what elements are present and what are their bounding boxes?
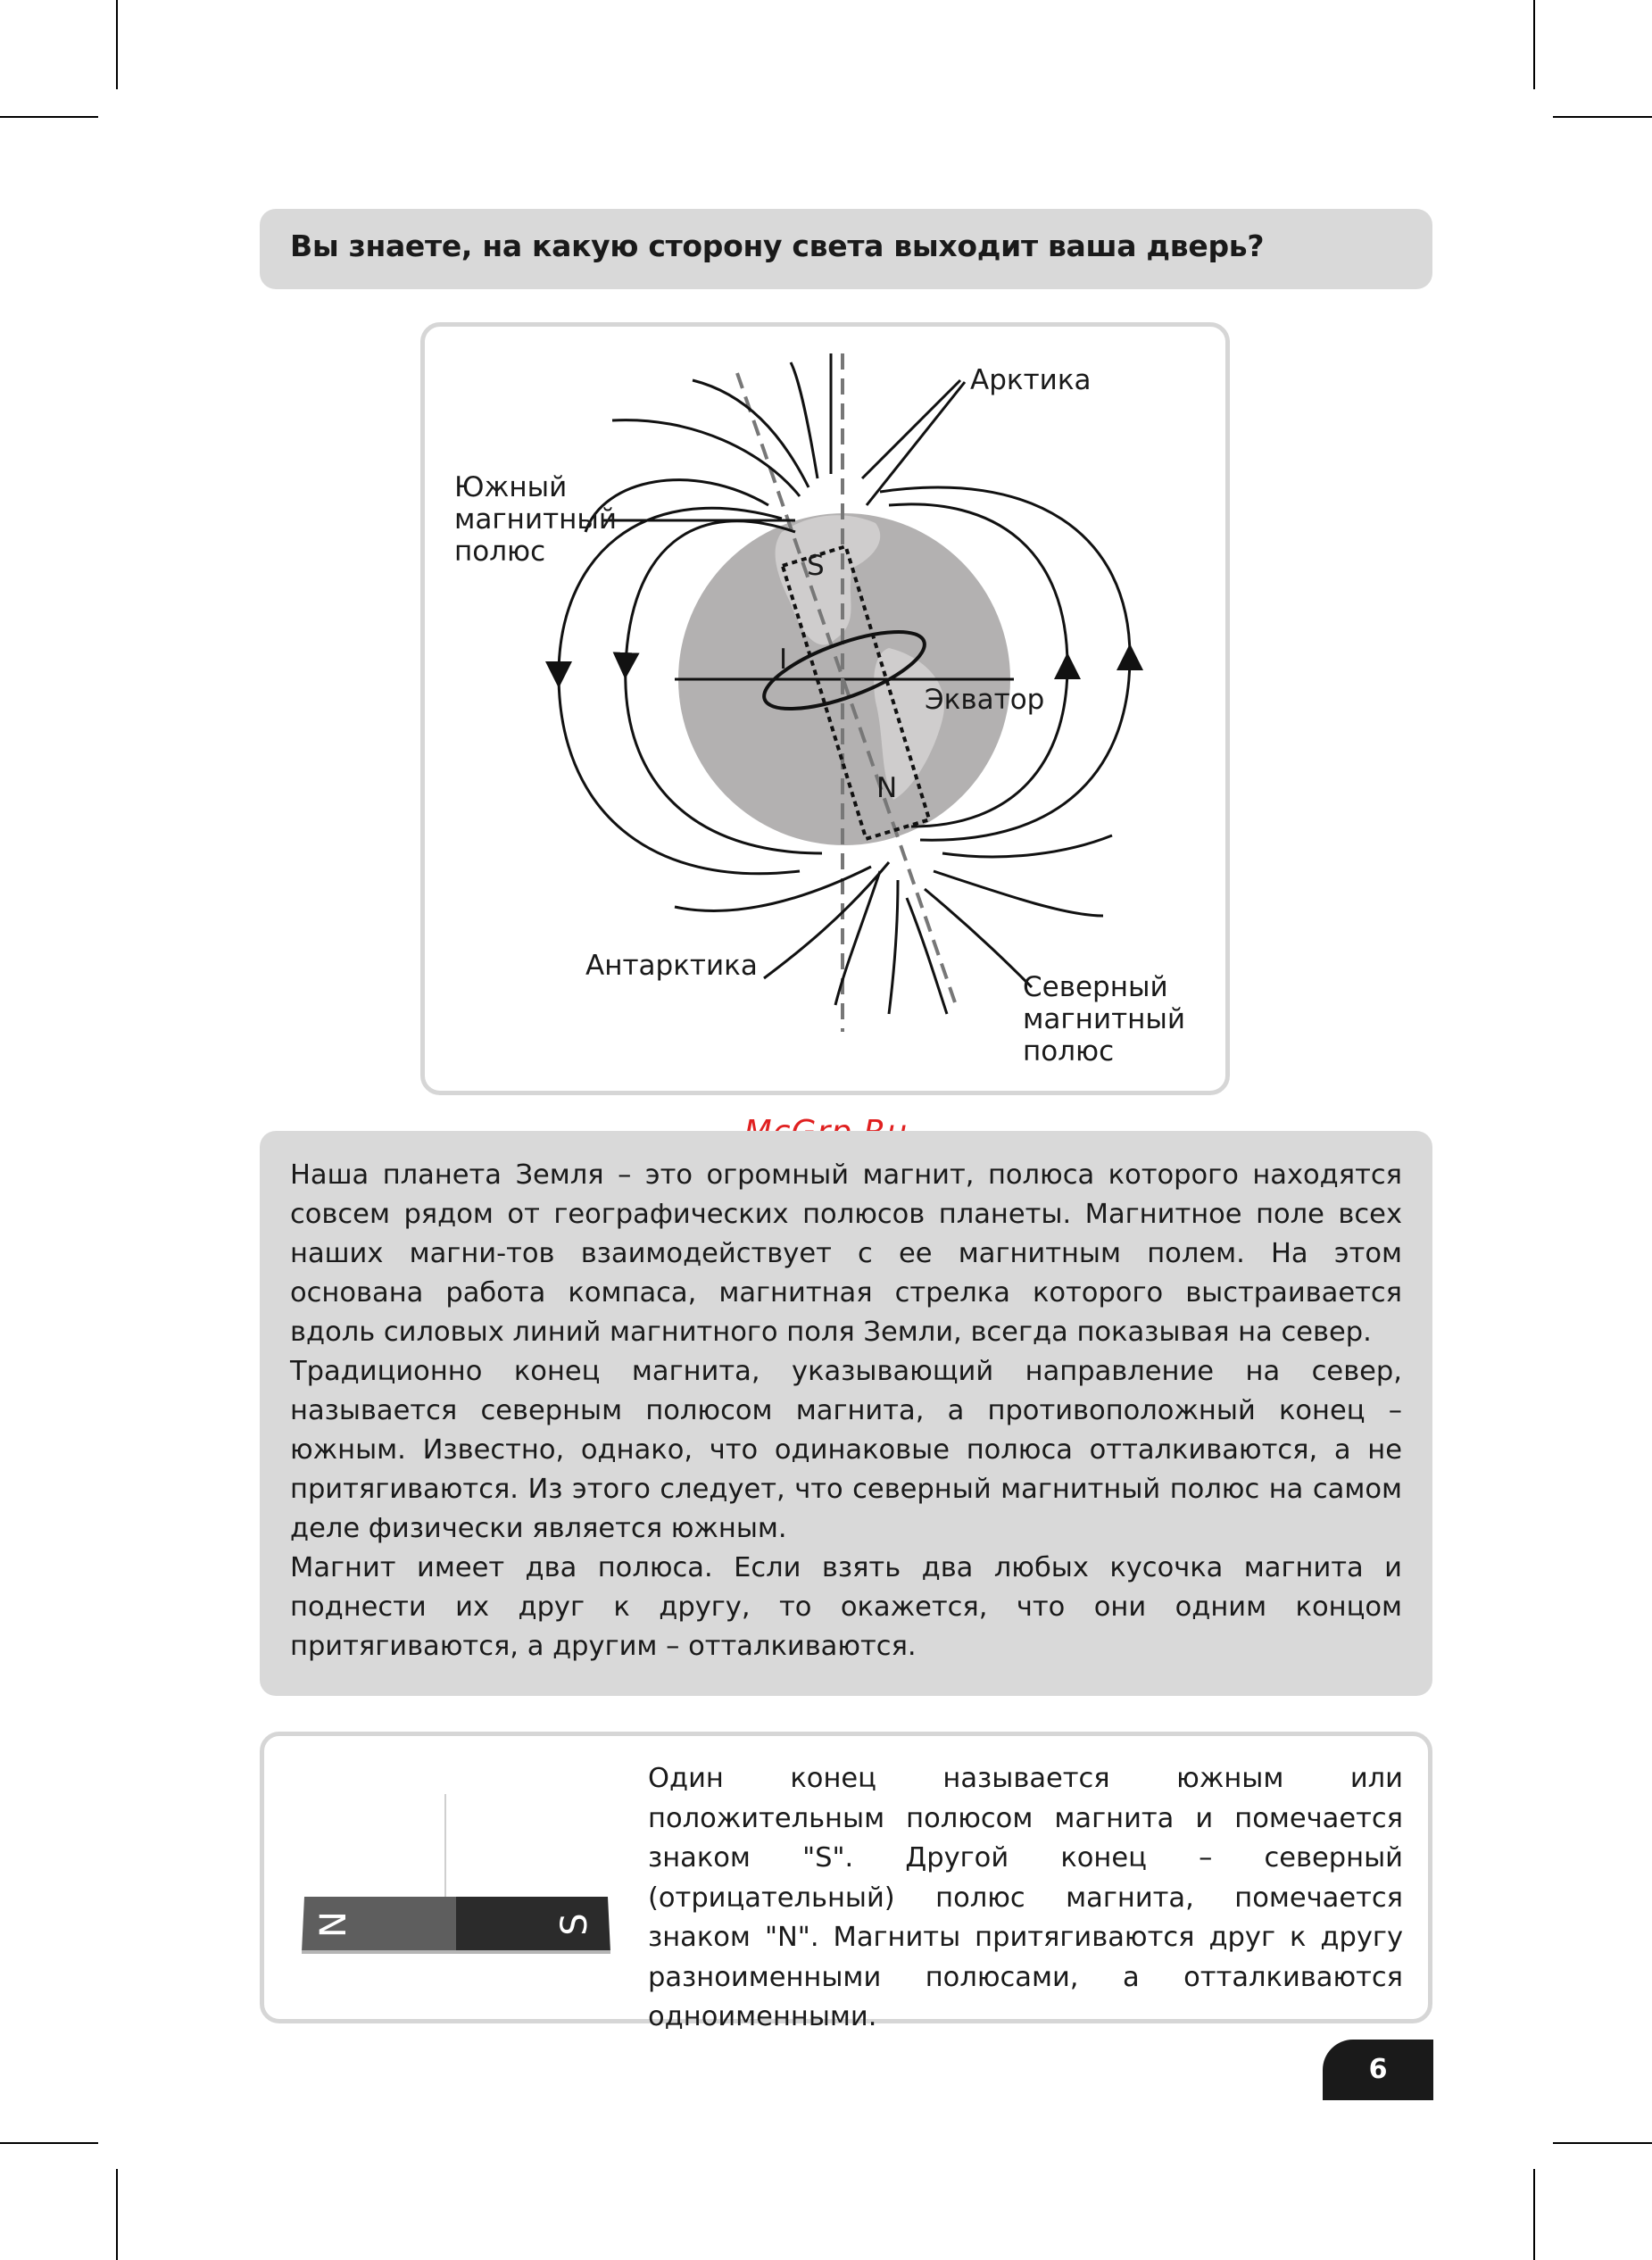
field-line	[934, 871, 1103, 916]
magnet-explanation-text: Один конец называется южным или положительным полюсом магнита и помечается знаком "S". Другой конец – северный (отрицательный) полюс магнита, помечается знаком "N". Магниты притягиваются друг к другу разноименными полюсами, а отталкиваются одноименными.	[648, 1763, 1403, 2032]
crop-mark	[116, 0, 118, 89]
crop-mark	[1553, 116, 1652, 118]
equator-label: Экватор	[925, 684, 1045, 716]
main-text-box	[260, 1131, 1432, 1696]
south-pole-label-line3: полюс	[454, 536, 546, 568]
paragraph: Традиционно конец магнита, указывающий направление на север, называется северным полюсом магнита, а противоположный конец – южным. Известно, однако, что одинаковые полюса отталкиваются, а не притягиваются. Из этого следует, что северный магнитный полюс на самом деле физически является южным.	[290, 1356, 1402, 1544]
crop-mark	[116, 2169, 118, 2260]
south-pole-label-line2: магнитный	[454, 503, 618, 536]
field-line	[907, 898, 947, 1014]
paragraph: Магнит имеет два полюса. Если взять два любых кусочка магнита и поднести их друг к другу, то окажется, что они одним концом притягиваются, а другим – отталкиваются.	[290, 1552, 1402, 1662]
field-line	[764, 862, 889, 978]
arctic-label: Арктика	[970, 364, 1092, 396]
question-banner	[260, 209, 1432, 289]
north-pole-label-line2: магнитный	[1023, 1003, 1186, 1035]
crop-mark	[0, 116, 98, 118]
bar-magnet-image	[282, 1763, 595, 1986]
magnet-explanation-box	[260, 1732, 1432, 2032]
south-pole-label-line1: Южный	[454, 471, 568, 503]
question-text: Вы знаете, на какую сторону света выходит ваша дверь?	[290, 228, 1265, 263]
antarctic-label: Антарктика	[585, 950, 758, 982]
page-number: 6	[1323, 2040, 1433, 2100]
field-line	[889, 880, 898, 1014]
magnet-n-label: N	[876, 772, 898, 804]
paragraph: Наша планета Земля – это огромный магнит, полюса которого находятся совсем рядом от географических полюсов планеты. Магнитное поле всех наших магни-тов взаимодействует с ее магнитным полем. На этом основана работа компаса, магнитная стрелка которого выстраивается вдоль силовых линий магнитного поля Земли, всегда показывая на север.	[290, 1159, 1402, 1348]
north-pole-label-line3: полюс	[1023, 1035, 1115, 1068]
magnetic-field-figure	[420, 322, 1230, 1095]
field-line	[862, 380, 960, 478]
earth-magnetic-field-diagram	[425, 327, 1225, 1091]
magnet-s-letter: S	[554, 1913, 595, 1936]
current-i-label: I	[779, 644, 788, 676]
crop-mark	[1553, 2142, 1652, 2144]
magnet-n-letter: N	[313, 1911, 354, 1938]
crop-mark	[1533, 0, 1535, 89]
north-pole-label-line1: Северный	[1023, 971, 1168, 1003]
magnet-s-label: S	[807, 550, 825, 582]
crop-mark	[1533, 2169, 1535, 2260]
field-line	[925, 889, 1032, 987]
crop-mark	[0, 2142, 98, 2144]
